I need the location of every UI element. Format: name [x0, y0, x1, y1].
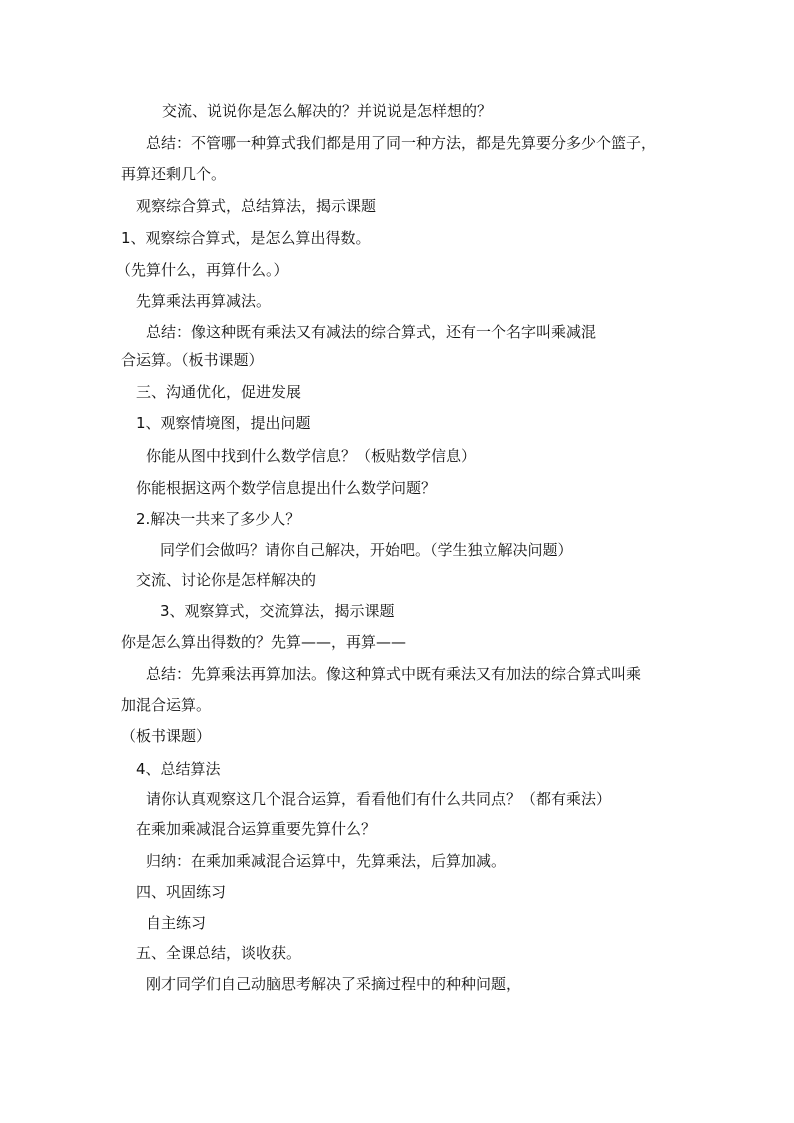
text-line: 再算还剩几个。 — [121, 165, 227, 183]
text-line: 同学们会做吗？请你自己解决，开始吧。（学生独立解决问题） — [160, 541, 573, 559]
text-line: 你能根据这两个数学信息提出什么数学问题？ — [136, 479, 437, 497]
text-line: 请你认真观察这几个混合运算，看看他们有什么共同点？（都有乘法） — [146, 790, 612, 808]
text-line: 1、观察情境图，提出问题 — [136, 414, 311, 432]
text-line: 在乘加乘减混合运算重要先算什么？ — [136, 820, 377, 838]
text-line: 总结：不管哪一种算式我们都是用了同一种方法，都是先算要分多少个篮子， — [146, 134, 657, 152]
text-line: 3、观察算式，交流算法，揭示课题 — [160, 602, 395, 620]
text-line: 交流、说说你是怎么解决的？并说说是怎样想的？ — [162, 102, 493, 120]
text-line: 4、总结算法 — [136, 760, 221, 778]
text-line: 归纳：在乘加乘减混合运算中，先算乘法，后算加减。 — [146, 852, 507, 870]
text-line: 自主练习 — [146, 914, 207, 932]
text-line: 观察综合算式，总结算法，揭示课题 — [136, 197, 377, 215]
text-line: 五、全课总结，谈收获。 — [136, 944, 302, 962]
text-line: （板书课题） — [121, 727, 212, 745]
text-line: （先算什么，再算什么。） — [116, 261, 289, 279]
text-line: 2.解决一共来了多少人？ — [136, 510, 301, 528]
text-line: 你是怎么算出得数的？先算——，再算—— — [121, 633, 407, 651]
text-line: 先算乘法再算减法。 — [136, 292, 272, 310]
text-line: 总结：先算乘法再算加法。像这种算式中既有乘法又有加法的综合算式叫乘 — [146, 665, 642, 683]
text-line: 刚才同学们自己动脑思考解决了采摘过程中的种种问题， — [146, 975, 522, 993]
text-line: 加混合运算。 — [121, 696, 212, 714]
text-line: 三、沟通优化，促进发展 — [136, 383, 302, 401]
text-line: 交流、讨论你是怎样解决的 — [136, 571, 317, 589]
text-line: 总结：像这种既有乘法又有减法的综合算式，还有一个名字叫乘减混 — [146, 323, 597, 341]
text-line: 合运算。（板书课题） — [121, 351, 264, 369]
text-line: 1、观察综合算式，是怎么算出得数。 — [121, 229, 371, 247]
text-line: 你能从图中找到什么数学信息？（板贴数学信息） — [146, 447, 477, 465]
text-line: 四、巩固练习 — [136, 883, 227, 901]
